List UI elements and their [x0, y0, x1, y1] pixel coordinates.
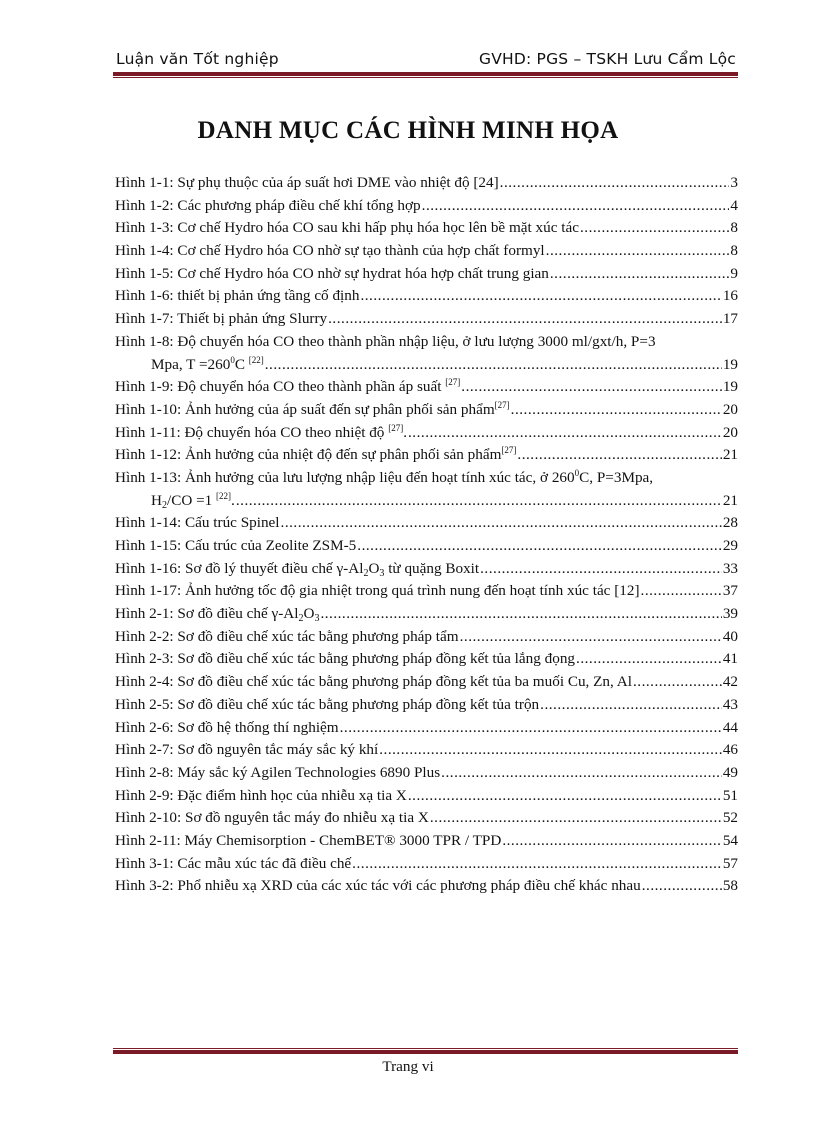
page-number: 16 [722, 287, 738, 305]
page-title: DANH MỤC CÁC HÌNH MINH HỌA [197, 117, 619, 144]
figure-entry[interactable]: Hình 2-3: Sơ đồ điều chế xúc tác bằng phương pháp đồng kết tủa lắng đọng ..... 41 [115, 650, 738, 673]
figure-entry[interactable]: Hình 1-2: Các phương pháp điều chế khí tổng hợp ..... 4 [115, 197, 738, 220]
page-number: 44 [722, 718, 738, 736]
figure-entry[interactable]: Hình 1-4: Cơ chế Hydro hóa CO nhờ sự tạo thành của hợp chất formyl ..... 8 [115, 242, 738, 265]
page-number: 51 [722, 786, 738, 804]
page-number: 42 [722, 673, 738, 691]
figure-entry[interactable]: Hình 1-15: Cấu trúc của Zeolite ZSM-5 ..... 29 [115, 537, 738, 560]
page-number: 52 [722, 809, 738, 827]
figure-entry[interactable]: Hình 1-10: Ảnh hưởng của áp suất đến sự phân phối sản phẩm[27] ..... 20 [115, 401, 738, 424]
figure-entry[interactable]: Hình 1-14: Cấu trúc Spinel ..... 28 [115, 514, 738, 537]
figure-entry[interactable]: Hình 2-8: Máy sắc ký Agilen Technologies 6890 Plus ..... 49 [115, 764, 738, 787]
figure-entry[interactable]: Hình 3-2: Phổ nhiễu xạ XRD của các xúc tác với các phương pháp điều chế khác nhau ..... 58 [115, 877, 738, 900]
figure-entry[interactable]: Hình 2-2: Sơ đồ điều chế xúc tác bằng phương pháp tẩm ..... 40 [115, 628, 738, 651]
page-number: 19 [722, 355, 738, 373]
page-number: 28 [722, 514, 738, 532]
figure-entry[interactable]: Hình 1-5: Cơ chế Hydro hóa CO nhờ sự hydrat hóa hợp chất trung gian ..... 9 [115, 265, 738, 288]
page-footer: Trang vi [382, 1058, 434, 1075]
page-number: 9 [730, 264, 738, 282]
figure-entry[interactable]: Hình 1-11: Độ chuyển hóa CO theo nhiệt độ [27]. ..... 20 [115, 424, 738, 447]
figure-entry[interactable]: Hình 2-9: Đặc điểm hình học của nhiễu xạ tia X ..... 51 [115, 787, 738, 810]
footer-rule [113, 1048, 738, 1049]
figure-entry[interactable]: Hình 1-6: thiết bị phản ứng tầng cố định ..... 16 [115, 287, 738, 310]
page-number: 33 [722, 559, 738, 577]
header-advisor-label: GVHD: PGS – TSKH Lưu Cẩm Lộc [478, 50, 736, 68]
header-thesis-label: Luận văn Tốt nghiệp [116, 50, 279, 68]
page-number: 21 [722, 491, 738, 509]
figure-entry[interactable]: Hình 1-16: Sơ đồ lý thuyết điều chế $\gamma-Al_2O_3$ từ quặng Boxit ..... 33 [115, 560, 738, 583]
page-number: 39 [722, 605, 738, 623]
page-number: 58 [722, 877, 738, 895]
page-number: 20 [722, 400, 738, 418]
page-number: 40 [722, 627, 738, 645]
figure-entry[interactable]: Hình 2-7: Sơ đồ nguyên tắc máy sắc ký khí ..... 46 [115, 741, 738, 764]
page-header [113, 48, 738, 72]
figure-entry[interactable]: Hình 1-1: Sự phụ thuộc của áp suất hơi DME vào nhiệt độ [24] ..... 3 [115, 174, 738, 197]
page-number: 54 [722, 831, 738, 849]
page-number: 4 [730, 196, 738, 214]
header-rule [113, 72, 738, 76]
figure-entry[interactable]: Hình 1-3: Cơ chế Hydro hóa CO sau khi hấp phụ hóa học lên bề mặt xúc tác ..... 8 [115, 219, 738, 242]
figure-entry[interactable]: Hình 2-4: Sơ đồ điều chế xúc tác bằng phương pháp đồng kết tủa ba muối Cu, Zn, Al ..... 42 [115, 673, 738, 696]
figure-entry-multiline[interactable]: Hình 1-13: Ảnh hưởng của lưu lượng nhập liệu đến hoạt tính xúc tác, ở $260^0C$, P=3Mpa, $H_2/CO =1$ [22]. ..... 21 [115, 469, 738, 514]
page-number: 8 [730, 219, 738, 237]
figure-entry-multiline[interactable]: Hình 1-8: Độ chuyển hóa CO theo thành phần nhập liệu, ở lưu lượng 3000 ml/gxt/h, P=3 Mpa, $T =260^0C$ [22] ..... 19 [115, 333, 738, 378]
page-number: 21 [722, 446, 738, 464]
figure-entry[interactable]: Hình 1-7: Thiết bị phản ứng Slurry ..... 17 [115, 310, 738, 333]
page-number: 41 [722, 650, 738, 668]
page-number: 8 [730, 242, 738, 260]
page-number: 3 [730, 174, 738, 191]
figure-entry[interactable]: Hình 1-12: Ảnh hưởng của nhiệt độ đến sự phân phối sản phẩm[27] ..... 21 [115, 446, 738, 469]
figure-entry[interactable]: Hình 2-11: Máy Chemisorption - ChemBET® 3000 TPR / TPD ..... 54 [115, 832, 738, 855]
page-number: 43 [722, 695, 738, 713]
page-number: 57 [722, 854, 738, 872]
figure-entry[interactable]: Hình 2-6: Sơ đồ hệ thống thí nghiệm ..... 44 [115, 719, 738, 742]
figure-entry[interactable]: Hình 2-1: Sơ đồ điều chế $\gamma-Al_2O_3$ ..... 39 [115, 605, 738, 628]
figure-list [115, 174, 738, 900]
page-number: 49 [722, 763, 738, 781]
page-number: 19 [722, 378, 738, 396]
figure-entry[interactable]: Hình 2-5: Sơ đồ điều chế xúc tác bằng phương pháp đồng kết tủa trộn ..... 43 [115, 696, 738, 719]
page-number: 17 [722, 310, 738, 328]
figure-entry[interactable]: Hình 3-1: Các mẫu xúc tác đã điều chế ..... 57 [115, 855, 738, 878]
figure-entry[interactable]: Hình 2-10: Sơ đồ nguyên tắc máy đo nhiễu xạ tia X ..... 52 [115, 809, 738, 832]
page-number: 29 [722, 537, 738, 554]
page-number: 37 [722, 582, 738, 600]
page-number: 20 [722, 423, 738, 441]
figure-entry[interactable]: Hình 1-9: Độ chuyển hóa CO theo thành phần áp suất [27] ..... 19 [115, 378, 738, 401]
figure-entry[interactable]: Hình 1-17: Ảnh hưởng tốc độ gia nhiệt trong quá trình nung đến hoạt tính xúc tác [12] ..... 37 [115, 582, 738, 605]
page-number: 46 [722, 741, 738, 759]
